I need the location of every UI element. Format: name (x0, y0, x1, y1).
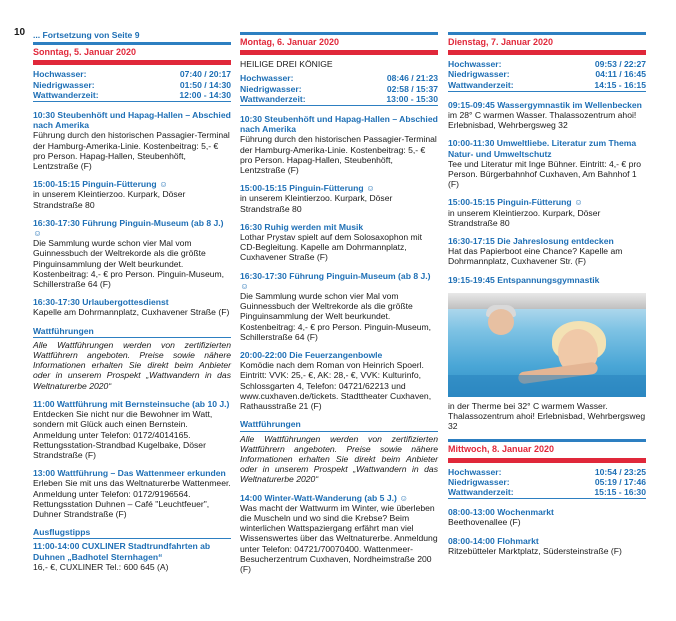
event-body: in unserem Kleintierzoo. Kurpark, Döser Strandstraße 80 (240, 193, 393, 214)
tide-row: Hochwasser: 09:53 / 22:27 (448, 59, 646, 70)
event-title: 19:15-19:45 Entspannungsgymnastik (448, 274, 600, 285)
event-title: 20:00-22:00 Die Feuerzangenbowle (240, 350, 383, 361)
event-title: 13:00 Wattführung – Das Wattenmeer erkunden (33, 468, 226, 479)
event-item (33, 297, 231, 317)
date-heading: Sonntag, 5. Januar 2020 (33, 42, 231, 65)
tide-table (33, 69, 231, 102)
tide-row: Hochwasser: 10:54 / 23:25 (448, 466, 646, 477)
event-body: Entdecken Sie nicht nur die Bewohner im Watt, sondern mit Glück auch einen Bernstein. Anmeldung unter Telefon: 0172/4014165. Rettungsstation-Strandbad Kugelbake, Döser Strandstraße (F) (33, 409, 213, 460)
tide-row: Hochwasser: 07:40 / 20:17 (33, 69, 231, 80)
section-note: Alle Wattführungen werden von zertifizierten Wattführern angeboten. Preise sowie nähere Informationen erhalten Sie direkt beim Anbieter oder in unserem Prospekt „Wattwandern in das Weltnaturerbe 2020“ (33, 339, 231, 391)
event-title: 08:00-13:00 Wochenmarkt (448, 507, 554, 518)
date-heading: Montag, 6. Januar 2020 (240, 32, 438, 55)
column-tuesday (448, 30, 646, 556)
tide-row: Wattwanderzeit: 15:15 - 16:30 (448, 487, 646, 498)
event-title: 14:00 Winter-Watt-Wanderung (ab 5 J.) ☺ (240, 492, 409, 503)
event-title: 09:15-09:45 Wassergymnastik im Wellenbecken (448, 99, 642, 110)
event-body: Komödie nach dem Roman von Heinrich Spoerl. Eintritt: VVK: 25,- €, AK: 28,- €, VVK: Kulturinfo, Schlossgarten 4, Telefon: 04721/62213 und www.cuxhaven.de/tickets. Stadttheater Cuxhaven, Rathausstraße 21 (F) (240, 360, 432, 412)
event-item (448, 138, 646, 189)
page-number: 10 (14, 27, 26, 38)
tide-row: Niedrigwasser: 01:50 / 14:30 (33, 79, 231, 90)
event-body: Kapelle am Dohrmannplatz, Cuxhavener Straße (F) (33, 307, 230, 318)
event-item (448, 100, 646, 131)
event-body: Hat das Papierboot eine Chance? Kapelle am Dohrmannplatz, Cuxhavener Str. (F) (448, 246, 623, 267)
section-heading: Ausflugstipps (33, 527, 231, 539)
tide-row: Wattwanderzeit: 13:00 - 15:30 (240, 93, 438, 104)
event-item (33, 541, 231, 572)
swimming-photo (448, 293, 646, 397)
event-body: Erleben Sie mit uns das Weltnaturerbe Wattenmeer. Anmeldung unter Telefon: 0172/9196564. Rettungsstation Duhnen – Café "Leuchtfeuer", Duhner Strandstraße (F) (33, 478, 231, 519)
event-title: 11:00 Wattführung mit Bernsteinsuche (ab 10 J.) (33, 398, 230, 409)
event-title: 15:00-15:15 Pinguin-Fütterung ☺ (448, 197, 583, 208)
event-title: 16:30 Ruhig werden mit Musik (240, 221, 364, 232)
event-body: Ritzebütteler Marktplatz, Südersteinstraße (F) (448, 545, 622, 556)
section-heading: Wattführungen (33, 326, 231, 338)
event-body: Führung durch den historischen Passagier-Terminal der Hamburg-Amerika-Linie. Kostenbeitrag: 5,- € pro Person. Hapag-Hallen, Steubenhöft, Lentzstraße (F) (33, 130, 230, 172)
event-item (240, 271, 438, 342)
event-body: in unserem Kleintierzoo. Kurpark, Döser Strandstraße 80 (33, 189, 186, 210)
event-item (448, 236, 646, 267)
event-body: Die Sammlung wurde schon vier Mal vom Guinnessbuch der Weltrekorde als die größte Pinguinsammlung der Welt beurkundet. Kostenbeitrag: 4,- € pro Person. Pinguin-Museum, Schillerstraße 64 (F) (240, 291, 432, 342)
date-heading: Mittwoch, 8. Januar 2020 (448, 439, 646, 462)
event-title: 16:30-17:30 Führung Pinguin-Museum (ab 8 J.) ☺ (33, 217, 224, 239)
event-item (240, 350, 438, 411)
event-title: 15:00-15:15 Pinguin-Fütterung ☺ (240, 183, 375, 194)
event-body: Was macht der Wattwurm im Winter, wie überleben die Muscheln und wo sind die Krebse? Beim winterlichen Wattspaziergang erfährt man viel Wissenswertes über das Weltnaturerbe. Anmeldung unter Telefon: 04721/70070400. Wattenmeer-Besucherzentrum Cuxhaven, Nordheimstraße 200 (F) (240, 502, 438, 574)
section-note: Alle Wattführungen werden von zertifizierten Wattführern angeboten. Preise sowie nähere Informationen erhalten Sie direkt beim Anbieter oder in unserem Prospekt „Wattwandern in das Weltnaturerbe 2020“ (240, 433, 438, 485)
tide-row: Hochwasser: 08:46 / 21:23 (240, 73, 438, 84)
event-title: 15:00-15:15 Pinguin-Fütterung ☺ (33, 179, 168, 190)
tide-table (448, 59, 646, 92)
event-title: 08:00-14:00 Flohmarkt (448, 535, 539, 546)
event-body: Führung durch den historischen Passagier-Terminal der Hamburg-Amerika-Linie. Kostenbeitrag: 5,- € pro Person. Hapag-Hallen, Steubenhöft, Lentzstraße (F) (240, 134, 437, 176)
column-sunday (33, 30, 231, 572)
tide-row: Niedrigwasser: 02:58 / 15:37 (240, 83, 438, 94)
section-heading: Wattführungen (240, 419, 438, 431)
event-item (33, 399, 231, 460)
tide-row: Wattwanderzeit: 14:15 - 16:15 (448, 79, 646, 90)
event-item (448, 507, 646, 527)
tide-table (240, 73, 438, 106)
event-title: 10:30 Steubenhöft und Hapag-Hallen – Abschied nach Amerika (33, 110, 231, 131)
event-body: in unserem Kleintierzoo. Kurpark, Döser Strandstraße 80 (448, 207, 601, 228)
event-body: 16,- €, CUXLINER Tel.: 600 645 (A) (33, 561, 169, 572)
event-item (240, 493, 438, 575)
event-item (240, 114, 438, 175)
column-monday (240, 30, 438, 574)
tide-row: Wattwanderzeit: 12:00 - 14:30 (33, 89, 231, 100)
holiday-label: HEILIGE DREI KÖNIGE (240, 59, 333, 70)
tide-table (448, 467, 646, 500)
photo-caption: in der Therme bei 32° C warmem Wasser. Thalassozentrum ahoi! Erlebnisbad, Wehrbergsweg 32 (448, 400, 646, 432)
event-title: 16:30-17:30 Urlaubergottesdienst (33, 297, 169, 308)
tide-row: Niedrigwasser: 05:19 / 17:46 (448, 476, 646, 487)
continued-note: ... Fortsetzung von Seite 9 (33, 30, 140, 40)
event-title: 10:00-11:30 Umweltliebe. Literatur zum Thema Natur- und Umweltschutz (448, 138, 637, 159)
event-body: Die Sammlung wurde schon vier Mal vom Guinnessbuch der Weltrekorde als die größte Pinguinsammlung der Welt beurkundet. Kostenbeitrag: 4,- € pro Person. Pinguin-Museum, Schillerstraße 64 (F) (33, 238, 225, 290)
event-item (33, 110, 231, 171)
date-heading: Dienstag, 7. Januar 2020 (448, 32, 646, 55)
event-body: Beethovenallee (F) (448, 517, 521, 528)
event-item (448, 197, 646, 228)
event-body: Tee und Literatur mit Inge Bühner. Eintritt: 4,- € pro Person. Bürgerbahnhof Cuxhaven, Am Bahnhof 1 (F) (448, 158, 641, 190)
event-title: 10:30 Steubenhöft und Hapag-Hallen – Abschied nach Amerika (240, 114, 438, 135)
event-body: im 28° C warmen Wasser. Thalassozentrum ahoi! Erlebnisbad, Wehrbergsweg 32 (448, 110, 637, 131)
event-title: 16:30-17:15 Die Jahreslosung entdecken (448, 236, 614, 247)
event-item (448, 275, 646, 285)
event-title: 16:30-17:30 Führung Pinguin-Museum (ab 8 J.) ☺ (240, 270, 431, 291)
event-item (33, 179, 231, 210)
event-body: Lothar Prystav spielt auf dem Solosaxophon mit CD-Begleitung. Kapelle am Dohrmannplatz, Cuxhavener Straße (F) (240, 232, 422, 263)
event-item (240, 222, 438, 263)
event-item (33, 218, 231, 289)
event-item (240, 183, 438, 214)
event-title: 11:00-14:00 CUXLINER Stadtrundfahrten ab Duhnen „Badhotel Sternhagen“ (33, 541, 211, 562)
tide-row: Niedrigwasser: 04:11 / 16:45 (448, 69, 646, 80)
event-item (448, 536, 646, 556)
event-item (33, 468, 231, 519)
